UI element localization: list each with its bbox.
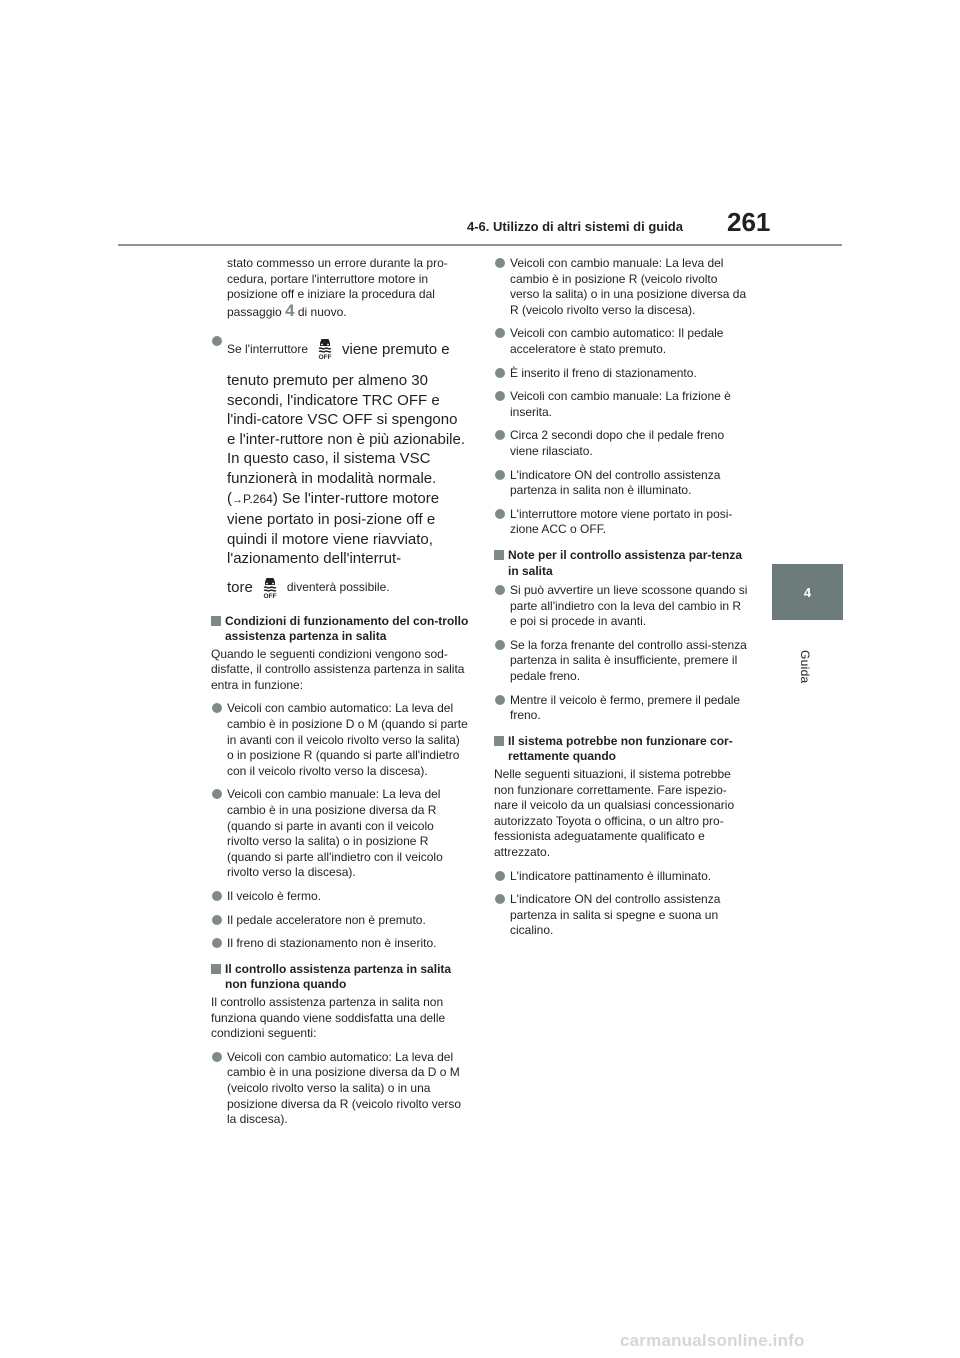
list-item: L'interruttore motore viene portato in posi-zione ACC o OFF. — [494, 507, 750, 538]
section-title: 4-6. Utilizzo di altri sistemi di guida — [467, 219, 683, 234]
right-column — [494, 256, 750, 947]
bullet-icon — [495, 640, 505, 650]
list-item: Veicoli con cambio manuale: La leva del cambio è in una posizione diversa da R (quando si parte in avanti con il veicolo rivolto verso la salita) o in posizione R (quando si parte all'indietro con il veicolo rivolto verso la discesa). — [211, 787, 469, 881]
list-item: L'indicatore ON del controllo assistenza partenza in salita si spegne e suona un cicalino. — [494, 892, 750, 939]
list-item: Mentre il veicolo è fermo, premere il pedale freno. — [494, 693, 750, 724]
section-heading: Il controllo assistenza partenza in salita non funziona quando — [211, 962, 469, 993]
bullet-icon — [212, 915, 222, 925]
bullet-icon — [495, 894, 505, 904]
section-heading: Note per il controllo assistenza par-tenza in salita — [494, 548, 750, 579]
bullet-icon — [495, 509, 505, 519]
bullet-icon — [495, 871, 505, 881]
list-item: L'indicatore ON del controllo assistenza partenza in salita non è illuminato. — [494, 468, 750, 499]
step-number: 4 — [285, 300, 295, 320]
list-item: Veicoli con cambio automatico: La leva del cambio è in una posizione diversa da D o M (veicolo rivolto verso la salita) o in una posizione diversa da R (veicolo rivolto verso la discesa). — [211, 1050, 469, 1128]
continuation-paragraph: stato commesso un errore durante la pro-cedura, portare l'interruttore motore in posizione off e iniziare la procedura dal passaggio 4 di nuovo. — [227, 256, 448, 320]
bullet-icon — [495, 391, 505, 401]
bullet-icon — [495, 258, 505, 268]
bullet-icon — [495, 585, 505, 595]
list-item: Veicoli con cambio manuale: La leva del cambio è in posizione R (veicolo rivolto verso la salita) o in una posizione diversa da R (veicolo rivolto verso la discesa). — [494, 256, 750, 318]
chapter-number: 4 — [803, 584, 812, 600]
section-heading: Condizioni di funzionamento del con-trollo assistenza partenza in salita — [211, 614, 469, 645]
paragraph: Quando le seguenti condizioni vengono sod-disfatte, il controllo assistenza partenza in salita entra in funzione: — [211, 646, 465, 692]
bullet-icon — [212, 703, 222, 713]
list-item: Veicoli con cambio automatico: La leva del cambio è in posizione D o M (quando si parte in avanti con il veicolo rivolto verso la salita) o in posizione R (quando si parte all'indietro con il veicolo rivolto verso la discesa). — [211, 701, 469, 779]
vsc-off-switch-icon — [314, 334, 336, 365]
list-item-switch: Se l'interruttore OFF viene premuto e tenuto premuto per almeno 30 secondi, l'indicatore TRC OFF e l'indi-catore VSC OFF si spengono e l'inter-ruttore non è più azionabile. In questo caso, il sistema VSC funzionerà in modalità normale. (→P.264) Se l'inter-ruttore motore viene portato in posi-zione off e quindi il motore viene riavviato, l'azionamento dell'interrut- tore OFF diventerà possibile. — [211, 334, 469, 603]
bullet-icon — [212, 891, 222, 901]
bullet-icon — [495, 430, 505, 440]
bullet-icon — [212, 1052, 222, 1062]
bullet-icon — [495, 368, 505, 378]
bullet-icon — [495, 328, 505, 338]
paragraph: Il controllo assistenza partenza in salita non funziona quando viene soddisfatta una delle condizioni seguenti: — [211, 994, 446, 1041]
list-item: Il freno di stazionamento non è inserito. — [211, 936, 469, 952]
list-item: L'indicatore pattinamento è illuminato. — [494, 869, 750, 885]
square-bullet-icon — [494, 550, 504, 560]
list-item: Veicoli con cambio automatico: Il pedale acceleratore è stato premuto. — [494, 326, 750, 357]
chapter-tab[interactable] — [772, 564, 843, 620]
bullet-icon — [495, 470, 505, 480]
bullet-icon — [212, 789, 222, 799]
svg-text:OFF: OFF — [263, 592, 277, 599]
list-item: È inserito il freno di stazionamento. — [494, 366, 750, 382]
page-number: 261 — [727, 207, 771, 237]
section-heading: Il sistema potrebbe non funzionare cor-rettamente quando — [494, 734, 750, 765]
header-divider — [118, 244, 842, 246]
bullet-icon — [212, 336, 222, 346]
svg-text:OFF: OFF — [318, 354, 332, 361]
list-item: Si può avvertire un lieve scossone quando si parte all'indietro con la leva del cambio in R e poi si procede in avanti. — [494, 583, 750, 630]
left-column — [211, 256, 469, 1136]
square-bullet-icon — [211, 964, 221, 974]
list-item: Il pedale acceleratore non è premuto. — [211, 913, 469, 929]
chapter-label: Guida — [798, 650, 812, 684]
list-item: Se la forza frenante del controllo assi-stenza partenza in salita è insufficiente, premere il pedale freno. — [494, 638, 750, 685]
watermark-logo: carmanualsonline.info — [620, 1331, 805, 1350]
bullet-icon — [495, 695, 505, 705]
list-item: Veicoli con cambio manuale: La frizione è inserita. — [494, 389, 750, 420]
bullet-icon — [212, 938, 222, 948]
square-bullet-icon — [211, 616, 221, 626]
list-item: Circa 2 secondi dopo che il pedale freno viene rilasciato. — [494, 428, 750, 459]
paragraph: Nelle seguenti situazioni, il sistema potrebbe non funzionare correttamente. Fare ispezio-nare il veicolo da un qualsiasi concessionario autorizzato Toyota o officina, o un altro pro-fessionista adeguatamente qualificato e attrezzato. — [494, 767, 735, 859]
vsc-off-switch-icon — [259, 573, 281, 604]
list-item: Il veicolo è fermo. — [211, 889, 469, 905]
page-reference-link[interactable]: P.264 — [243, 491, 273, 506]
square-bullet-icon — [494, 736, 504, 746]
